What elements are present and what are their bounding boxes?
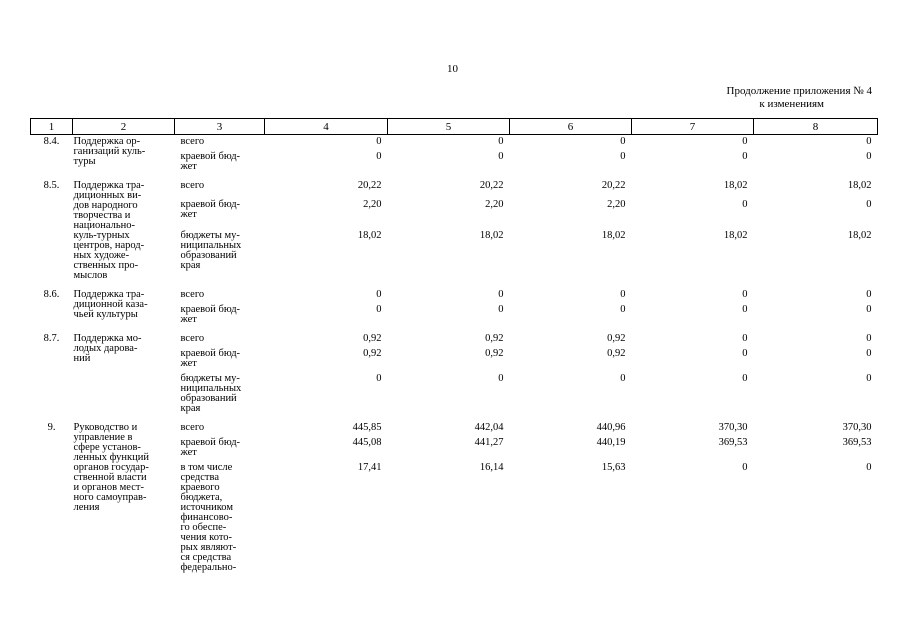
value-cell: 20,22 [357, 180, 382, 191]
funding-source: краевой бюд- жет [180, 151, 241, 172]
table-row [31, 175, 878, 198]
column-header: 4 [265, 119, 388, 135]
value-cell: 0,92 [363, 348, 382, 359]
value-cell: 0,92 [363, 333, 382, 344]
value-cell: 0 [376, 136, 382, 147]
table-body [31, 135, 878, 577]
row-index: 8.4. [43, 136, 60, 147]
value-cell: 369,53 [842, 437, 872, 448]
value-cell: 0 [866, 462, 872, 473]
value-cell: 445,08 [352, 437, 382, 448]
value-cell: 0 [866, 199, 872, 211]
column-number-row [31, 119, 878, 135]
value-cell: 0 [498, 151, 504, 162]
value-cell: 440,19 [596, 437, 626, 448]
value-cell: 0 [620, 151, 626, 162]
column-header: 6 [510, 119, 632, 135]
continuation-note [727, 85, 872, 111]
value-cell: 0,92 [607, 333, 626, 344]
funding-source: бюджеты му- ниципальных образований края [180, 373, 242, 414]
page-number: 10 [447, 63, 458, 75]
column-header: 1 [31, 119, 73, 135]
table-row [31, 135, 878, 151]
value-cell: 0 [620, 304, 626, 315]
value-cell: 0 [742, 136, 748, 147]
column-header: 8 [754, 119, 878, 135]
row-name: Поддержка ор- ганизаций куль- туры [73, 136, 146, 167]
value-cell: 0 [742, 462, 748, 473]
value-cell: 442,04 [474, 422, 504, 433]
value-cell: 0 [742, 304, 748, 315]
funding-source: краевой бюд- жет [180, 348, 241, 369]
table-row [31, 417, 878, 436]
row-index: 8.7. [43, 333, 60, 344]
value-cell: 0,92 [485, 333, 504, 344]
table-row [31, 284, 878, 303]
value-cell: 2,20 [607, 199, 626, 211]
value-cell: 0 [498, 304, 504, 315]
value-cell: 18,02 [601, 229, 626, 241]
value-cell: 0 [866, 348, 872, 359]
value-cell: 440,96 [596, 422, 626, 433]
budget-table [30, 118, 878, 576]
value-cell: 20,22 [601, 180, 626, 191]
value-cell: 0 [742, 333, 748, 344]
value-cell: 0 [866, 289, 872, 300]
value-cell: 0 [376, 304, 382, 315]
value-cell: 18,02 [479, 229, 504, 241]
funding-source: бюджеты му- ниципальных образований края [180, 229, 242, 271]
value-cell: 0 [498, 373, 504, 384]
value-cell: 0 [866, 136, 872, 147]
value-cell: 0 [376, 151, 382, 162]
value-cell: 0,92 [607, 348, 626, 359]
value-cell: 15,63 [601, 462, 626, 473]
value-cell: 0 [866, 151, 872, 162]
funding-source: всего [180, 289, 205, 300]
value-cell: 18,02 [357, 229, 382, 241]
row-index: 9. [47, 422, 56, 433]
row-name: Поддержка тра- диционной каза- чьей культуры [73, 289, 148, 320]
funding-source: всего [180, 422, 205, 433]
row-index: 8.6. [43, 289, 60, 300]
funding-source: всего [180, 136, 205, 147]
value-cell: 370,30 [842, 422, 872, 433]
value-cell: 441,27 [474, 437, 504, 448]
funding-source: краевой бюд- жет [180, 304, 241, 325]
value-cell: 0 [866, 373, 872, 384]
column-header: 7 [632, 119, 754, 135]
value-cell: 0 [620, 289, 626, 300]
value-cell: 0 [742, 289, 748, 300]
value-cell: 0 [376, 373, 382, 384]
value-cell: 0 [742, 199, 748, 211]
funding-source: краевой бюд- жет [180, 437, 241, 458]
continuation-line-2: к изменениям [759, 98, 824, 110]
value-cell: 0 [620, 136, 626, 147]
column-header: 5 [388, 119, 510, 135]
value-cell: 0 [498, 289, 504, 300]
row-name: Руководство и управление в сфере установ- ленных функций органов государ- ственной власти и органов мест- ного самоуправ- ления [73, 422, 149, 513]
value-cell: 0 [376, 289, 382, 300]
row-name: Поддержка тра- диционных ви- дов народного творчества и национально- куль-турных центров, народ- ных художе- ственных про- мыслов [73, 180, 145, 281]
value-cell: 370,30 [718, 422, 748, 433]
value-cell: 0,92 [485, 348, 504, 359]
value-cell: 18,02 [723, 180, 748, 191]
value-cell: 0 [742, 348, 748, 359]
continuation-line-1: Продолжение приложения № 4 [726, 85, 872, 97]
value-cell: 17,41 [357, 462, 382, 473]
funding-source: всего [180, 180, 205, 191]
value-cell: 2,20 [485, 199, 504, 211]
funding-source: всего [180, 333, 205, 344]
value-cell: 16,14 [479, 462, 504, 473]
value-cell: 0 [866, 333, 872, 344]
value-cell: 0 [498, 136, 504, 147]
value-cell: 0 [742, 151, 748, 162]
column-header: 2 [73, 119, 175, 135]
funding-source: в том числе средства краевого бюджета, источником финансово- го обеспе- чения кото- рых являют- ся средства федерально- [180, 462, 237, 573]
value-cell: 0 [866, 304, 872, 315]
column-header: 3 [175, 119, 265, 135]
value-cell: 18,02 [847, 180, 872, 191]
value-cell: 18,02 [723, 229, 748, 241]
value-cell: 369,53 [718, 437, 748, 448]
value-cell: 0 [620, 373, 626, 384]
table-row [31, 328, 878, 347]
value-cell: 445,85 [352, 422, 382, 433]
value-cell: 2,20 [363, 199, 382, 211]
value-cell: 18,02 [847, 229, 872, 241]
row-name: Поддержка мо- лодых дарова- ний [73, 333, 142, 364]
value-cell: 20,22 [479, 180, 504, 191]
funding-source: краевой бюд- жет [180, 199, 241, 221]
row-index: 8.5. [43, 180, 60, 191]
value-cell: 0 [742, 373, 748, 384]
